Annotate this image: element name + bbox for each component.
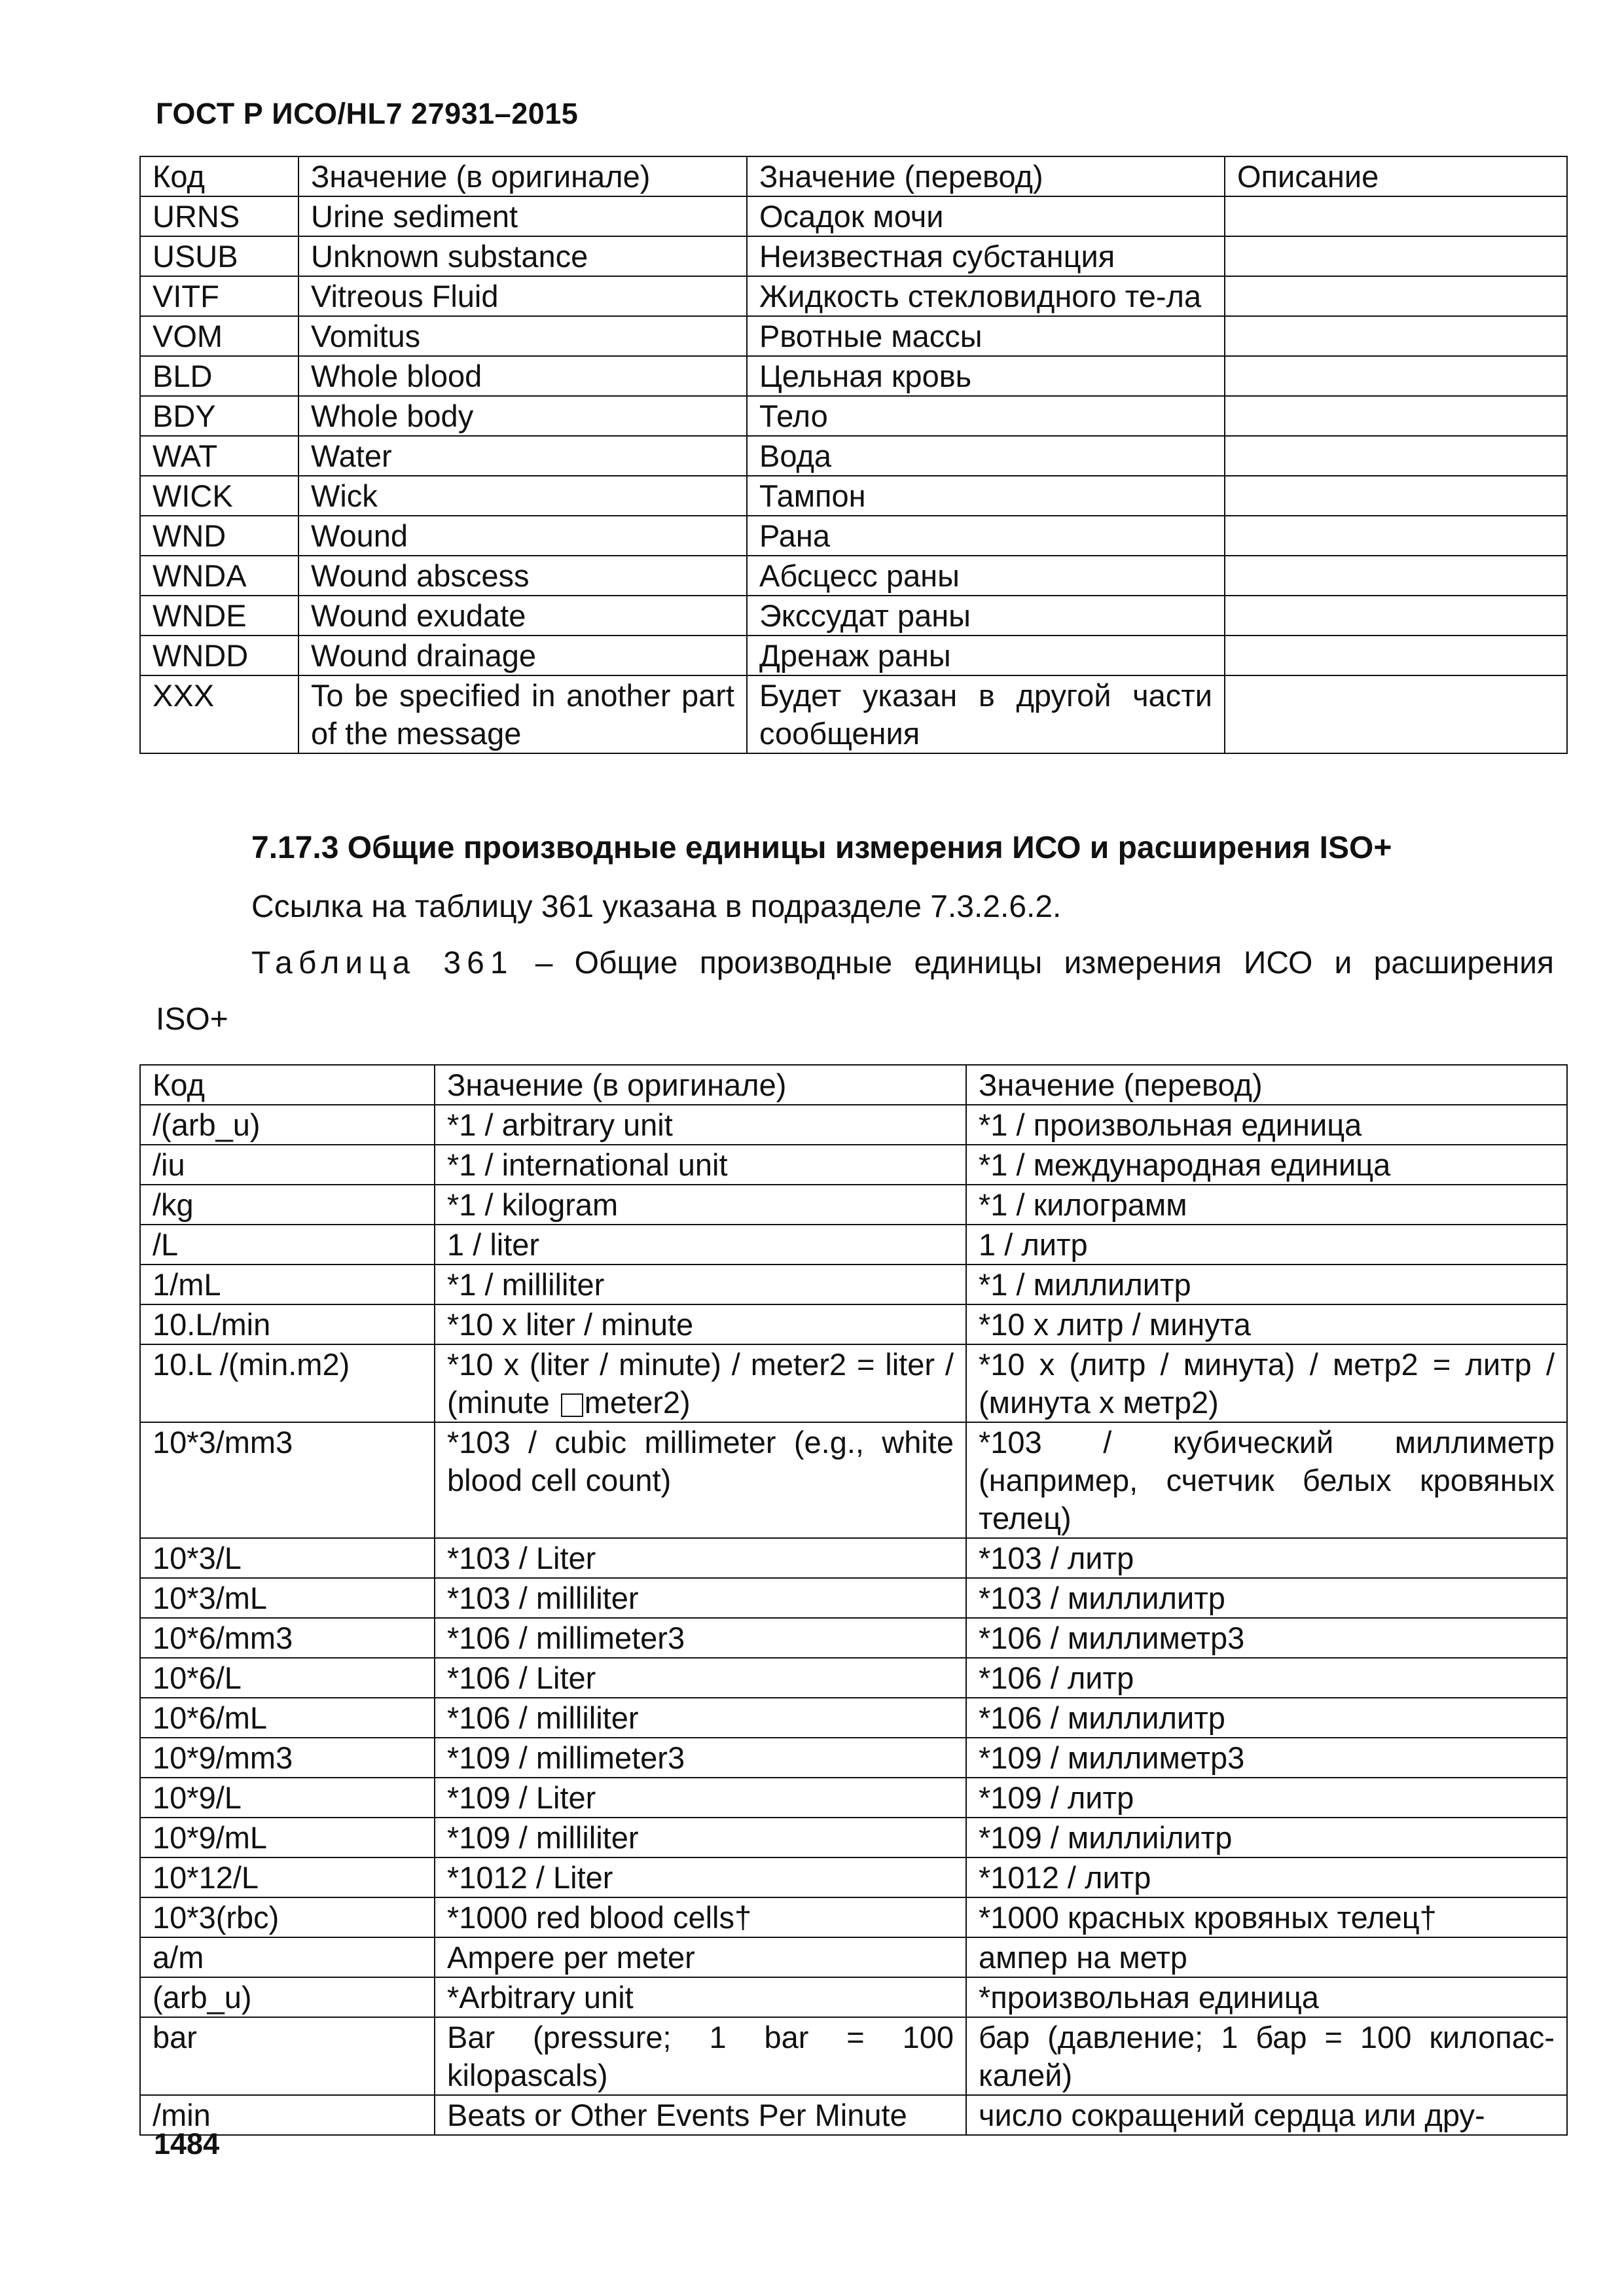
table-cell <box>140 236 298 276</box>
table-row <box>140 1538 1567 1578</box>
table-cell <box>747 516 1225 556</box>
table-cell <box>1225 196 1567 236</box>
table-cell <box>1225 276 1567 316</box>
table-cell <box>966 1937 1567 1977</box>
table-cell <box>747 196 1225 236</box>
table-cell <box>435 1897 966 1937</box>
table-cell <box>435 1778 966 1818</box>
cell-text: бар (давление; 1 бар = 100 килопас-калей) <box>979 2020 1555 2092</box>
table-cell <box>435 1578 966 1618</box>
cell-text: WICK <box>153 478 233 513</box>
section-heading: 7.17.3 Общие производные единицы измерения ИСО и расширения ISO+ <box>251 831 1392 865</box>
cell-text: (arb_u) <box>153 1980 252 2015</box>
cell-text: 10.L/min <box>153 1307 271 1342</box>
table-cell <box>140 476 298 516</box>
table-cell <box>747 316 1225 356</box>
table-cell <box>1225 436 1567 476</box>
table-cell <box>140 1818 435 1857</box>
table-cell <box>747 236 1225 276</box>
cell-text: 1 / литр <box>979 1227 1088 1262</box>
cell-text: *10 x liter / minute <box>447 1307 694 1342</box>
table-cell <box>140 1778 435 1818</box>
missing-glyph-box <box>561 1393 583 1417</box>
cell-text: *109 / миллиiлитр <box>979 1820 1233 1855</box>
specimen-codes-table <box>139 156 1568 754</box>
table-cell <box>435 1618 966 1658</box>
table-row <box>140 1304 1567 1344</box>
cell-text: /iu <box>153 1147 185 1182</box>
cell-text: 10*6/mm3 <box>153 1621 293 1655</box>
table-row <box>140 436 1567 476</box>
table-cell <box>435 1977 966 2017</box>
table-cell <box>140 1265 435 1304</box>
cell-text: *103 / milliliter <box>447 1581 639 1615</box>
table-cell <box>966 1698 1567 1738</box>
cell-text: Wound <box>311 518 408 553</box>
table-cell <box>298 636 747 675</box>
table-cell <box>140 1857 435 1897</box>
cell-text: 10*6/mL <box>153 1700 268 1735</box>
cell-text: Urine sediment <box>311 199 518 234</box>
cell-text: *1 / arbitrary unit <box>447 1107 673 1142</box>
cell-text: *10 x литр / минута <box>979 1307 1251 1342</box>
cell-text: Осадок мочи <box>759 199 944 234</box>
table-cell <box>966 1105 1567 1145</box>
table-cell <box>140 636 298 675</box>
column-header: Значение (в оригинале) <box>435 1065 966 1105</box>
table-cell <box>140 1897 435 1937</box>
cell-text: Bar (pressure; 1 bar = 100 kilopascals) <box>447 2020 954 2092</box>
units-table <box>139 1064 1568 2136</box>
cell-text: *109 / millimeter3 <box>447 1740 685 1775</box>
cell-text: *10 x (liter / minute) / meter2 = liter / (minute <box>447 1347 954 1420</box>
table-cell <box>435 1937 966 1977</box>
cell-text: *1 / килограмм <box>979 1187 1187 1222</box>
table-row <box>140 1937 1567 1977</box>
table-reference-paragraph: Ссылка на таблицу 361 указана в подразделе 7.3.2.6.2. <box>251 889 1062 924</box>
cell-text: Wound abscess <box>311 558 530 593</box>
table-cell <box>140 1105 435 1145</box>
cell-text: 10*6/L <box>153 1660 242 1695</box>
table-cell <box>435 1225 966 1265</box>
cell-text: *1 / миллилитр <box>979 1267 1191 1302</box>
table-row <box>140 2095 1567 2135</box>
cell-text: VOM <box>153 319 223 353</box>
table-cell <box>966 1818 1567 1857</box>
column-header: Значение (перевод) <box>747 156 1225 196</box>
table-cell <box>140 596 298 636</box>
table-row <box>140 1344 1567 1422</box>
table-cell <box>1225 516 1567 556</box>
column-header: Значение (перевод) <box>966 1065 1567 1105</box>
table-cell <box>435 1818 966 1857</box>
table-cell <box>298 236 747 276</box>
table-cell <box>1225 396 1567 436</box>
table-cell <box>747 396 1225 436</box>
table-cell <box>298 316 747 356</box>
table-cell <box>298 675 747 753</box>
cell-text: 10*9/mm3 <box>153 1740 293 1775</box>
cell-text: число сокращений сердца или дру- <box>979 2098 1485 2132</box>
cell-text: *106 / millimeter3 <box>447 1621 685 1655</box>
table-cell <box>435 1422 966 1538</box>
cell-text: XXX <box>153 678 215 713</box>
cell-text: 10.L /(min.m2) <box>153 1347 350 1382</box>
table-cell <box>140 436 298 476</box>
table-cell <box>140 556 298 596</box>
table-cell <box>747 276 1225 316</box>
column-header: Значение (в оригинале) <box>298 156 747 196</box>
table-cell <box>966 1185 1567 1225</box>
table-cell <box>435 1185 966 1225</box>
cell-text: *1 / международная единица <box>979 1147 1391 1182</box>
table-row <box>140 1105 1567 1145</box>
page-number: 1484 <box>154 2127 220 2161</box>
table-cell <box>747 436 1225 476</box>
table-cell <box>298 556 747 596</box>
table-cell <box>435 1658 966 1698</box>
cell-text: Рана <box>759 518 831 553</box>
table-cell <box>435 1265 966 1304</box>
table-caption-text: – Общие производные единицы измерения ИСО и расширения <box>513 946 1555 980</box>
table-cell <box>435 1344 966 1422</box>
table-row <box>140 516 1567 556</box>
cell-text: *109 / миллиметр3 <box>979 1740 1245 1775</box>
cell-text: 10*3/mm3 <box>153 1425 293 1460</box>
table-row <box>140 1265 1567 1304</box>
table-row <box>140 675 1567 753</box>
table-cell <box>140 1698 435 1738</box>
table-cell <box>140 1145 435 1185</box>
table-cell <box>1225 476 1567 516</box>
cell-text: BDY <box>153 399 216 433</box>
table-cell <box>140 516 298 556</box>
cell-text: bar <box>153 2020 197 2054</box>
cell-text: /kg <box>153 1187 194 1222</box>
cell-text: Wound drainage <box>311 638 537 673</box>
cell-text: *109 / Liter <box>447 1780 596 1815</box>
cell-text: *1012 / литр <box>979 1860 1151 1895</box>
table-row <box>140 396 1567 436</box>
table-cell <box>140 1578 435 1618</box>
cell-text: Экссудат раны <box>759 598 971 633</box>
cell-text: *109 / milliliter <box>447 1820 639 1855</box>
cell-text: Тело <box>759 399 828 433</box>
table-cell <box>966 1145 1567 1185</box>
table-cell <box>298 596 747 636</box>
table-row <box>140 236 1567 276</box>
table-row <box>140 596 1567 636</box>
table-caption-label: Таблица 361 <box>251 946 514 980</box>
cell-text: USUB <box>153 239 238 274</box>
table-cell <box>966 1304 1567 1344</box>
table-cell <box>435 1145 966 1185</box>
table-cell <box>966 1265 1567 1304</box>
cell-text: Vitreous Fluid <box>311 279 499 314</box>
table-row <box>140 1422 1567 1538</box>
table-row <box>140 1977 1567 2017</box>
table-cell <box>140 1304 435 1344</box>
table-cell <box>435 1698 966 1738</box>
table-row <box>140 1185 1567 1225</box>
table-cell <box>966 1538 1567 1578</box>
cell-text: 1 / liter <box>447 1227 540 1262</box>
table-cell <box>140 276 298 316</box>
table-cell <box>1225 356 1567 396</box>
table-cell <box>140 2017 435 2095</box>
table-cell <box>298 276 747 316</box>
table-row <box>140 1738 1567 1778</box>
table-row <box>140 356 1567 396</box>
table-cell <box>140 1185 435 1225</box>
table-row <box>140 1897 1567 1937</box>
table-row <box>140 1698 1567 1738</box>
cell-text: *106 / milliliter <box>447 1700 639 1735</box>
table-row <box>140 196 1567 236</box>
table-caption-continued: ISO+ <box>156 1002 228 1037</box>
table-row <box>140 316 1567 356</box>
table-row <box>140 1578 1567 1618</box>
table-row <box>140 276 1567 316</box>
table-cell <box>140 1937 435 1977</box>
cell-text: Абсцесс раны <box>759 558 960 593</box>
table-cell <box>747 356 1225 396</box>
table-cell <box>966 2095 1567 2135</box>
table-cell <box>140 196 298 236</box>
table-cell <box>435 1738 966 1778</box>
cell-text: *106 / миллилитр <box>979 1700 1225 1735</box>
cell-text: *106 / литр <box>979 1660 1134 1695</box>
table-row <box>140 1145 1567 1185</box>
table-cell <box>1225 236 1567 276</box>
cell-text: Цельная кровь <box>759 359 972 393</box>
cell-text: a/m <box>153 1940 204 1975</box>
cell-text: Wound exudate <box>311 598 526 633</box>
cell-text: 10*12/L <box>153 1860 259 1895</box>
cell-text: *1000 red blood cells† <box>447 1900 752 1935</box>
cell-text: *1000 красных кровяных телец† <box>979 1900 1437 1935</box>
cell-text: Whole blood <box>311 359 482 393</box>
cell-text: *1012 / Liter <box>447 1860 613 1895</box>
cell-text: *103 / кубический миллиметр (например, счетчик белых кровяных телец) <box>979 1425 1555 1535</box>
cell-text: *106 / миллиметр3 <box>979 1621 1245 1655</box>
table-row <box>140 1618 1567 1658</box>
cell-text: WNDD <box>153 638 249 673</box>
table-cell <box>747 636 1225 675</box>
cell-text: Vomitus <box>311 319 421 353</box>
table-cell <box>140 1618 435 1658</box>
cell-text: *103 / Liter <box>447 1541 596 1575</box>
cell-text: /L <box>153 1227 179 1262</box>
table-cell <box>298 476 747 516</box>
table-cell <box>1225 675 1567 753</box>
table-cell <box>435 2095 966 2135</box>
cell-text: /min <box>153 2098 211 2132</box>
table-cell <box>298 196 747 236</box>
cell-text: WAT <box>153 439 218 473</box>
cell-text: *106 / Liter <box>447 1660 596 1695</box>
table-cell <box>298 436 747 476</box>
table-cell <box>1225 556 1567 596</box>
table-cell <box>966 1897 1567 1937</box>
table-cell <box>140 316 298 356</box>
table-cell <box>435 1304 966 1344</box>
table-cell <box>966 1778 1567 1818</box>
table-cell <box>298 396 747 436</box>
cell-text: Beats or Other Events Per Minute <box>447 2098 907 2132</box>
cell-text: *произвольная единица <box>979 1980 1319 2015</box>
cell-text: VITF <box>153 279 219 314</box>
cell-text: 10*9/L <box>153 1780 242 1815</box>
cell-text: /(arb_u) <box>153 1107 261 1142</box>
cell-text: *1 / milliliter <box>447 1267 605 1302</box>
table-row <box>140 1778 1567 1818</box>
cell-text: Рвотные массы <box>759 319 983 353</box>
table-cell <box>966 1857 1567 1897</box>
cell-text: Тампон <box>759 478 866 513</box>
cell-text: 10*3(rbc) <box>153 1900 280 1935</box>
cell-text: Будет указан в другой части сообщения <box>759 678 1212 751</box>
table-cell <box>966 1658 1567 1698</box>
table-cell <box>298 516 747 556</box>
table-cell <box>747 675 1225 753</box>
table-cell <box>435 2017 966 2095</box>
cell-text: *109 / литр <box>979 1780 1134 1815</box>
cell-text: *103 / миллилитр <box>979 1581 1225 1615</box>
cell-text: Неизвестная субстанция <box>759 239 1115 274</box>
document-header: ГОСТ Р ИСО/HL7 27931–2015 <box>156 97 579 130</box>
cell-text: Вода <box>759 439 832 473</box>
cell-text: 10*3/mL <box>153 1581 268 1615</box>
table-cell <box>435 1105 966 1145</box>
cell-text: *1 / произвольная единица <box>979 1107 1362 1142</box>
cell-text: Ampere per meter <box>447 1940 695 1975</box>
cell-text: *10 x (литр / минута) / метр2 = литр / (минута х метр2) <box>979 1347 1555 1420</box>
cell-text: 1/mL <box>153 1267 221 1302</box>
cell-text: Жидкость стекловидного те-ла <box>759 279 1202 314</box>
cell-text: ампер на метр <box>979 1940 1187 1975</box>
cell-text: WNDE <box>153 598 247 633</box>
table-cell <box>140 1538 435 1578</box>
table-cell <box>1225 636 1567 675</box>
table-row <box>140 1857 1567 1897</box>
table-header-row <box>140 156 1567 196</box>
table-cell <box>140 1738 435 1778</box>
table-row <box>140 1818 1567 1857</box>
cell-text: *103 / литр <box>979 1541 1134 1575</box>
table-cell <box>140 1225 435 1265</box>
table-row <box>140 636 1567 675</box>
table-row <box>140 476 1567 516</box>
table-cell <box>966 1738 1567 1778</box>
table-cell <box>966 1618 1567 1658</box>
cell-text: Whole body <box>311 399 474 433</box>
cell-text: *Arbitrary unit <box>447 1980 634 2015</box>
cell-text: BLD <box>153 359 213 393</box>
table-row <box>140 2017 1567 2095</box>
cell-text: To be specified in another part of the message <box>311 678 734 751</box>
table-cell <box>140 1422 435 1538</box>
table-cell <box>140 1977 435 2017</box>
cell-text: *1 / international unit <box>447 1147 728 1182</box>
table-cell <box>140 1658 435 1698</box>
table-cell <box>140 675 298 753</box>
table-cell <box>966 2017 1567 2095</box>
cell-text: URNS <box>153 199 240 234</box>
table-cell <box>747 596 1225 636</box>
cell-text: WNDA <box>153 558 247 593</box>
table-cell <box>1225 596 1567 636</box>
cell-text: 10*9/mL <box>153 1820 268 1855</box>
column-header: Описание <box>1225 156 1567 196</box>
column-header: Код <box>140 1065 435 1105</box>
table-cell <box>140 356 298 396</box>
table-cell <box>747 556 1225 596</box>
table-row <box>140 556 1567 596</box>
table-cell <box>435 1857 966 1897</box>
cell-text: *1 / kilogram <box>447 1187 619 1222</box>
table-cell <box>140 1344 435 1422</box>
table-cell <box>140 396 298 436</box>
cell-text: Unknown substance <box>311 239 588 274</box>
column-header: Код <box>140 156 298 196</box>
cell-text: meter2) <box>584 1385 691 1420</box>
cell-text: Water <box>311 439 392 473</box>
table-cell <box>747 476 1225 516</box>
table-cell <box>966 1578 1567 1618</box>
table-cell <box>966 1344 1567 1422</box>
table-cell <box>1225 316 1567 356</box>
table-row <box>140 1225 1567 1265</box>
table-caption <box>251 945 1554 981</box>
cell-text: WND <box>153 518 226 553</box>
table-cell <box>435 1538 966 1578</box>
table-header-row <box>140 1065 1567 1105</box>
cell-text: Дренаж раны <box>759 638 951 673</box>
table-cell <box>966 1977 1567 2017</box>
table-cell <box>966 1225 1567 1265</box>
table-row <box>140 1658 1567 1698</box>
cell-text: *103 / cubic millimeter (e.g., white blood cell count) <box>447 1425 954 1498</box>
table-cell <box>298 356 747 396</box>
table-cell <box>966 1422 1567 1538</box>
cell-text: 10*3/L <box>153 1541 242 1575</box>
cell-text: Wick <box>311 478 378 513</box>
